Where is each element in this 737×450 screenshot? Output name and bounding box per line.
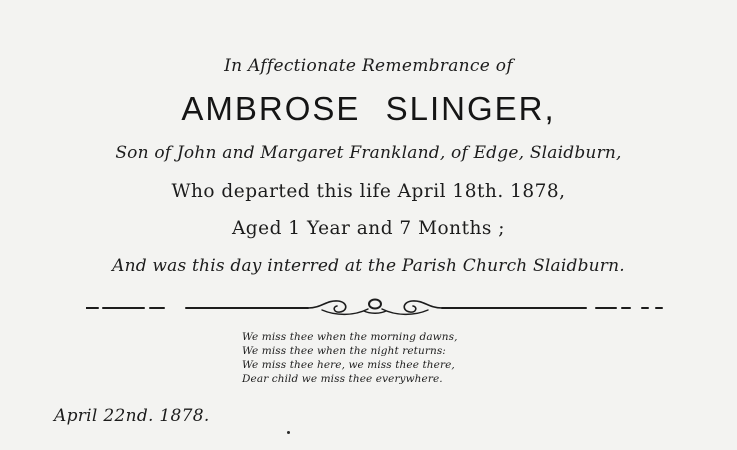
verse-line: We miss thee when the morning dawns, (242, 331, 458, 343)
ink-speck (287, 431, 290, 434)
departed-line: Who departed this life April 18th. 1878, (171, 181, 566, 202)
verse-line: We miss thee here, we miss thee there, (242, 359, 455, 371)
parents-line: Son of John and Margaret Frankland, of Edge, Slaidburn, (115, 143, 622, 163)
ornamental-divider (86, 295, 666, 321)
deceased-name: AMBROSE SLINGER, (181, 90, 556, 127)
memorial-verse (242, 330, 582, 386)
intro-line: In Affectionate Remembrance of (224, 56, 513, 76)
interment-line: And was this day interred at the Parish Church Slaidburn. (112, 256, 625, 276)
age-line: Aged 1 Year and 7 Months ; (231, 218, 506, 239)
card-date: April 22nd. 1878. (54, 406, 210, 426)
verse-line: Dear child we miss thee everywhere. (242, 373, 443, 385)
verse-line: We miss thee when the night returns: (242, 345, 446, 357)
